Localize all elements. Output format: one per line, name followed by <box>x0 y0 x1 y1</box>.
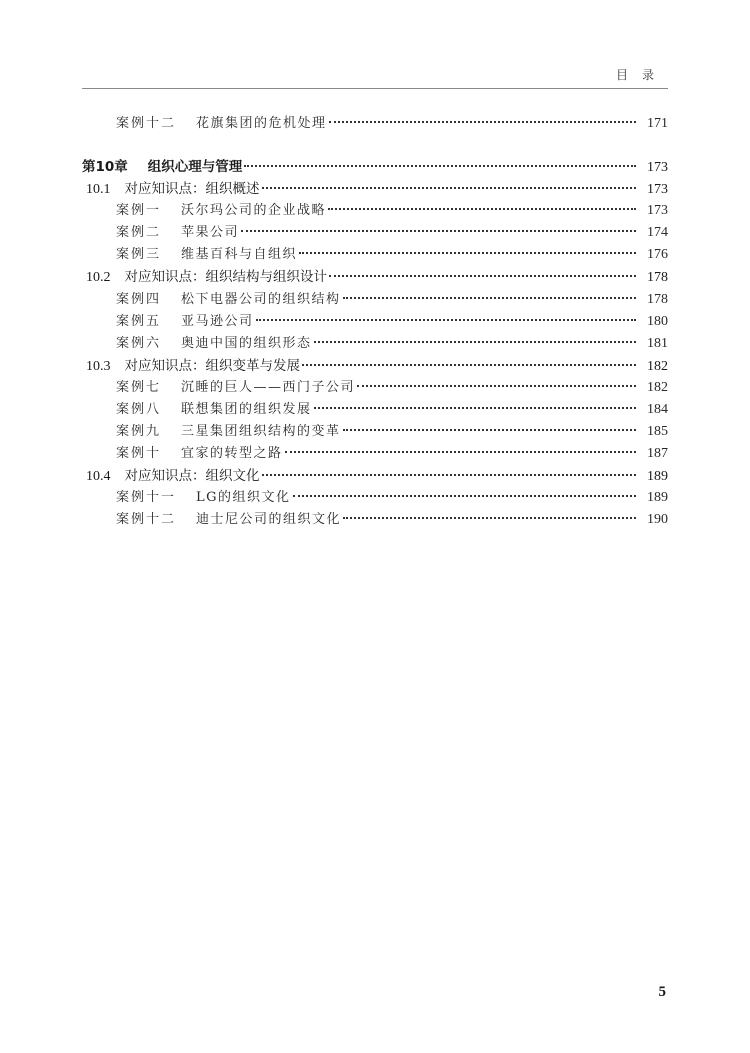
toc-entry-number: 10.2 <box>86 270 111 285</box>
toc-entry-title: 苹果公司 <box>181 225 240 240</box>
toc-entry-number: 第10章 <box>82 159 128 175</box>
page-number: 5 <box>658 984 666 1000</box>
toc-entry-number: 案例九 <box>116 424 162 439</box>
toc-entry-title: 沉睡的巨人——西门子公司 <box>181 380 356 395</box>
toc-entry-title: 对应知识点：组织变革与发展 <box>124 358 300 374</box>
toc-entry-label <box>116 221 239 240</box>
toc-entry-number: 案例十二 <box>116 512 177 527</box>
toc-entry-title: 三星集团组织结构的变革 <box>181 424 341 439</box>
toc-entry-title: 对应知识点：组织概述 <box>124 181 260 197</box>
toc-entry-chapter[interactable] <box>0 155 668 175</box>
toc-entry-number: 10.3 <box>86 359 111 374</box>
toc-entry-case[interactable] <box>0 112 668 132</box>
toc-entry-label <box>116 442 283 461</box>
toc-entry-label <box>116 310 254 329</box>
toc-entry-page: 173 <box>647 160 668 175</box>
dot-leader <box>262 187 637 189</box>
toc-entry-label <box>116 420 341 439</box>
toc-entry-case[interactable] <box>0 221 668 241</box>
toc-entry-number: 案例二 <box>116 225 162 240</box>
toc-entry-section[interactable] <box>0 464 668 484</box>
toc-entry-label <box>116 288 341 307</box>
header-rule <box>82 88 668 89</box>
toc-entry-page: 180 <box>647 314 668 329</box>
toc-entry-label <box>116 508 341 527</box>
toc-entry-case[interactable] <box>0 199 668 219</box>
toc-entry-title: 组织心理与管理 <box>147 159 243 175</box>
toc-entry-label <box>116 199 326 218</box>
toc-entry-page: 174 <box>647 225 668 240</box>
dot-leader <box>329 275 636 277</box>
toc-entry-number: 案例七 <box>116 380 162 395</box>
toc-entry-case[interactable] <box>0 332 668 352</box>
toc-entry-page: 184 <box>647 402 668 417</box>
toc-entry-case[interactable] <box>0 376 668 396</box>
toc-entry-number: 案例四 <box>116 292 162 307</box>
dot-leader <box>314 407 636 409</box>
toc-entry-title: 维基百科与自组织 <box>181 247 298 262</box>
toc-entry-number: 案例十 <box>116 446 162 461</box>
toc-entry-case[interactable] <box>0 508 668 528</box>
dot-leader <box>293 495 636 497</box>
toc-entry-case[interactable] <box>0 398 668 418</box>
toc-entry-page: 181 <box>647 336 668 351</box>
toc-entry-case[interactable] <box>0 486 668 506</box>
dot-leader <box>302 364 636 366</box>
dot-leader <box>299 252 636 254</box>
dot-leader <box>262 474 637 476</box>
toc-entry-title: 沃尔玛公司的企业战略 <box>181 203 327 218</box>
toc-entry-number: 案例三 <box>116 247 162 262</box>
toc-entry-title: 联想集团的组织发展 <box>181 402 312 417</box>
dot-leader <box>357 385 636 387</box>
toc-entry-title: 亚马逊公司 <box>181 314 254 329</box>
toc-entry-title: 花旗集团的危机处理 <box>196 116 327 131</box>
toc-entry-number: 案例五 <box>116 314 162 329</box>
toc-entry-page: 189 <box>647 469 668 484</box>
toc-entry-title: 迪士尼公司的组织文化 <box>196 512 342 527</box>
toc-entry-title: 对应知识点：组织文化 <box>124 468 260 484</box>
toc-entry-title: 对应知识点：组织结构与组织设计 <box>124 269 327 285</box>
toc-entry-section[interactable] <box>0 354 668 374</box>
toc-entry-page: 173 <box>647 182 668 197</box>
toc-entry-label <box>116 376 355 395</box>
toc-entry-number: 10.4 <box>86 469 111 484</box>
dot-leader <box>314 341 636 343</box>
toc-entry-label <box>82 155 242 175</box>
toc-entry-case[interactable] <box>0 243 668 263</box>
toc-entry-label <box>116 332 312 351</box>
toc-entry-case[interactable] <box>0 288 668 308</box>
toc-entry-label <box>86 354 300 375</box>
toc-entry-number: 案例十二 <box>116 116 177 131</box>
dot-leader <box>329 121 636 123</box>
toc-entry-number: 案例八 <box>116 402 162 417</box>
toc-entry-title: 奥迪中国的组织形态 <box>181 336 312 351</box>
toc-entry-page: 189 <box>647 490 668 505</box>
toc-entry-title: 宜家的转型之路 <box>181 446 283 461</box>
toc-entry-number: 10.1 <box>86 182 111 197</box>
dot-leader <box>244 165 636 167</box>
toc-entry-section[interactable] <box>0 265 668 285</box>
toc-entry-page: 176 <box>647 247 668 262</box>
toc-entry-number: 案例十一 <box>116 490 177 505</box>
toc-entry-page: 171 <box>647 116 668 131</box>
toc-entry-label <box>86 265 327 286</box>
running-head: 目录 <box>615 68 668 82</box>
toc-entry-case[interactable] <box>0 442 668 462</box>
toc-entry-label <box>86 464 260 485</box>
toc-entry-label <box>116 243 297 262</box>
toc-entry-label <box>116 112 327 131</box>
dot-leader <box>285 451 636 453</box>
toc-entry-title: LG的组织文化 <box>196 490 291 505</box>
dot-leader <box>328 208 636 210</box>
toc-entry-page: 185 <box>647 424 668 439</box>
toc-entry-label <box>86 177 260 198</box>
toc-entry-case[interactable] <box>0 420 668 440</box>
toc-entry-page: 178 <box>647 270 668 285</box>
toc-entry-page: 178 <box>647 292 668 307</box>
toc-entry-section[interactable] <box>0 177 668 197</box>
dot-leader <box>343 297 636 299</box>
dot-leader <box>343 517 636 519</box>
dot-leader <box>256 319 636 321</box>
dot-leader <box>343 429 636 431</box>
toc-entry-page: 190 <box>647 512 668 527</box>
toc-entry-title: 松下电器公司的组织结构 <box>181 292 341 307</box>
toc-entry-label <box>116 398 312 417</box>
toc-entry-page: 182 <box>647 380 668 395</box>
toc-entry-page: 173 <box>647 203 668 218</box>
toc-entry-page: 182 <box>647 359 668 374</box>
toc-entry-case[interactable] <box>0 310 668 330</box>
toc-entry-page: 187 <box>647 446 668 461</box>
toc-entry-number: 案例一 <box>116 203 162 218</box>
toc-entry-number: 案例六 <box>116 336 162 351</box>
dot-leader <box>241 230 636 232</box>
toc-entry-label <box>116 486 291 505</box>
